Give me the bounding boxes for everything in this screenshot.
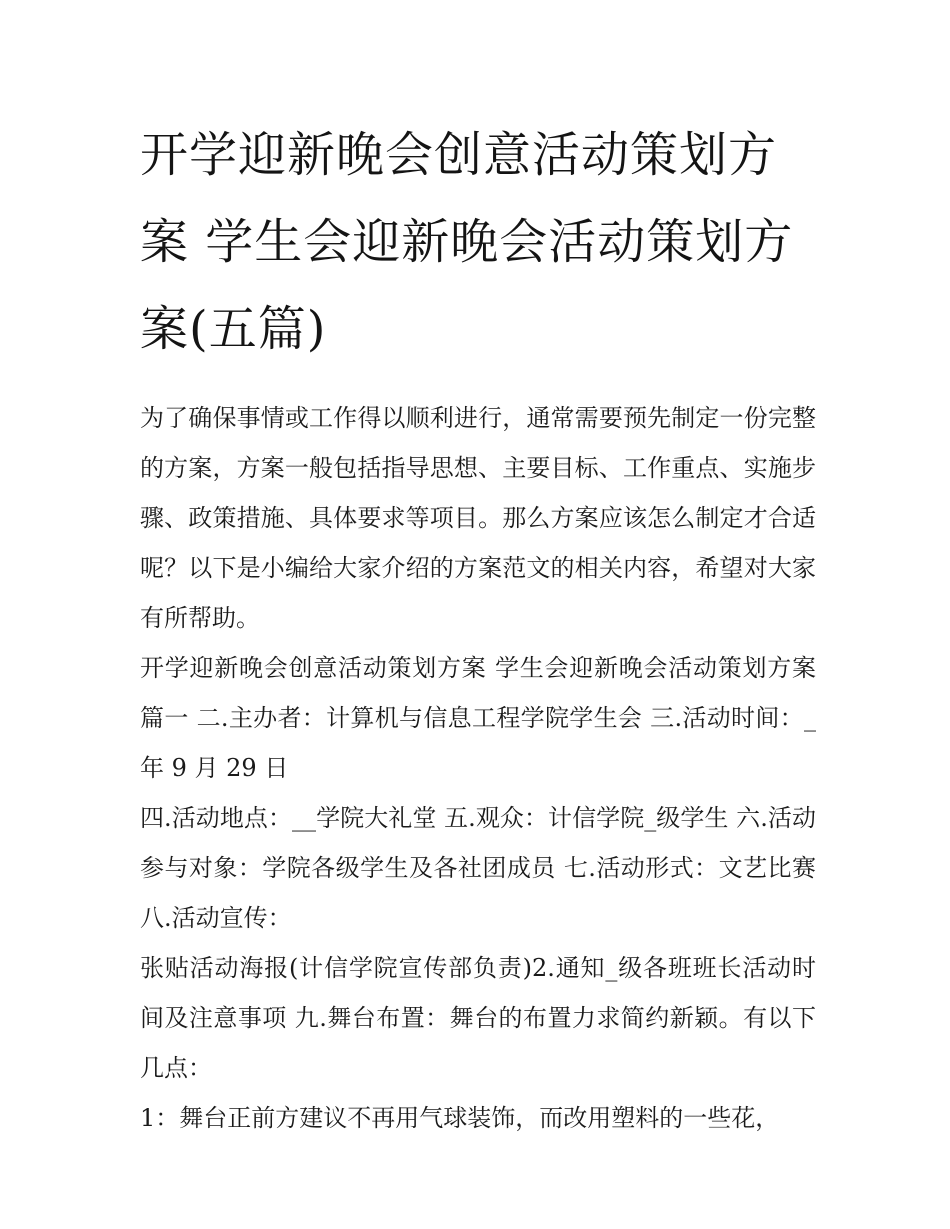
venue-paragraph: 四.活动地点：__学院大礼堂 五.观众：计信学院_级学生 六.活动参与对象：学院各级学生及各社团成员 七.活动形式：文艺比赛 八.活动宣传： xyxy=(140,804,816,932)
organizer-paragraph: 开学迎新晚会创意活动策划方案 学生会迎新晚会活动策划方案篇一 二.主办者：计算机与信息工程学院学生会 三.活动时间：_年 9 月 29 日 xyxy=(140,654,816,782)
document-body xyxy=(140,393,816,1143)
document-page xyxy=(140,112,816,1143)
stage-item-paragraph: 1：舞台正前方建议不再用气球装饰，而改用塑料的一些花， xyxy=(140,1104,780,1132)
document-title: 开学迎新晚会创意活动策划方案 学生会迎新晚会活动策划方案(五篇) xyxy=(140,127,794,357)
intro-paragraph: 为了确保事情或工作得以顺利进行，通常需要预先制定一份完整的方案，方案一般包括指导思想、主要目标、工作重点、实施步骤、政策措施、具体要求等项目。那么方案应该怎么制定才合适呢？以下是小编给大家介绍的方案范文的相关内容，希望对大家有所帮助。 xyxy=(140,404,816,632)
publicity-paragraph: 张贴活动海报(计信学院宣传部负责)2.通知_级各班班长活动时间及注意事项 九.舞台布置：舞台的布置力求简约新颖。有以下几点： xyxy=(140,954,816,1082)
